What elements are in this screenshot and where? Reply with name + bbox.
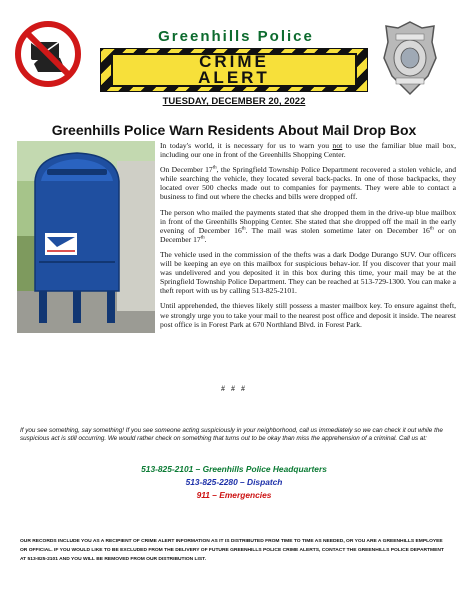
no-mail-theft-icon	[14, 20, 82, 88]
alert-date: TUESDAY, DECEMBER 20, 2022	[162, 96, 306, 107]
article-paragraph-3: The person who mailed the payments stated that she dropped them in the drive-up blue mailbox in front of the Greenhills Shopping Center. She stated that she dropped off the mail in the early evening of December 16th. The mail was stolen sometime later on December 16th or on December 17th.	[160, 207, 457, 244]
article-paragraph-2: On December 17th, the Springfield Township Police Department recovered a stolen vehicle, and while searching the vehicle, they located several back-packs. In one of those backpacks, they located over 500 checks made out to companies for payments. They were able to contact a business to find out where the checks and bills were dropped off.	[160, 165, 456, 202]
article-paragraph-4: The vehicle used in the commission of the thefts was a dark Dodge Durango SUV. Our officers will be keeping an eye on this mailbox for suspicious behav-ior. If you discover that your mail was undelivered and you deposited it in this box during this time, your mail may be at the Springfield Township Police Department. They can be reached at 513-729-1300. You can make a theft report with us by calling 513-825-2101.	[160, 249, 456, 296]
see-something-notice: If you see something, say something! If you see someone acting suspiciously in your neighborhood, call us immediately so we can check it out while the suspicious act is still occurring. We would rather check on something that turns out to be okay than miss the apprehension of a criminal. Call us at:	[20, 427, 443, 443]
contact-emergency: 911 – Emergencies	[196, 490, 272, 500]
mailbox-photo	[17, 141, 155, 333]
article-paragraph-1: In today's world, it is necessary for us to warn you not to use the familiar blue mail box, including our one in front of the Greenhills Shopping Center.	[160, 141, 456, 160]
banner-line-1: CRIME	[199, 52, 269, 71]
header-title: Greenhills Police	[158, 28, 314, 45]
crime-alert-banner	[100, 48, 368, 92]
mailbox-illustration	[17, 141, 155, 333]
police-badge-icon	[382, 20, 438, 96]
distribution-footer: OUR RECORDS INCLUDE YOU AS A RECIPIENT OF CRIME ALERT INFORMATION AS IT IS DISTRIBUTED FROM TIME TO TIME AS NEEDED, OR YOU ARE A GREENHILLS EMPLOYEE OR OFFICIAL. IF YOU WOULD LIKE TO BE EXCLUDED FROM THE DELIVERY OF FUTURE GREENHILLS POLICE CRIME ALERTS, CONTACT THE GREENHILLS POLICE DEPARTMENT AT 513-825-2101 AND YOU WILL BE REMOVED FROM OUR DISTRIBUTION LIST.	[20, 539, 444, 562]
banner-line-2: ALERT	[198, 68, 270, 87]
end-marker: # # #	[221, 384, 247, 393]
article-paragraph-5: Until apprehended, the thieves likely still possess a master mailbox key. To ensure against theft, we strongly urge you to take your mail to the nearest post office and deposit it inside. The nearest post office is in Forest Park at 670 Northland Blvd. in Forest Park.	[160, 301, 456, 329]
contact-dispatch: 513-825-2280 – Dispatch	[185, 477, 283, 487]
article-body	[160, 141, 456, 335]
headline: Greenhills Police Warn Residents About Mail Drop Box	[51, 122, 417, 138]
contact-headquarters: 513-825-2101 – Greenhills Police Headquarters	[141, 464, 327, 474]
